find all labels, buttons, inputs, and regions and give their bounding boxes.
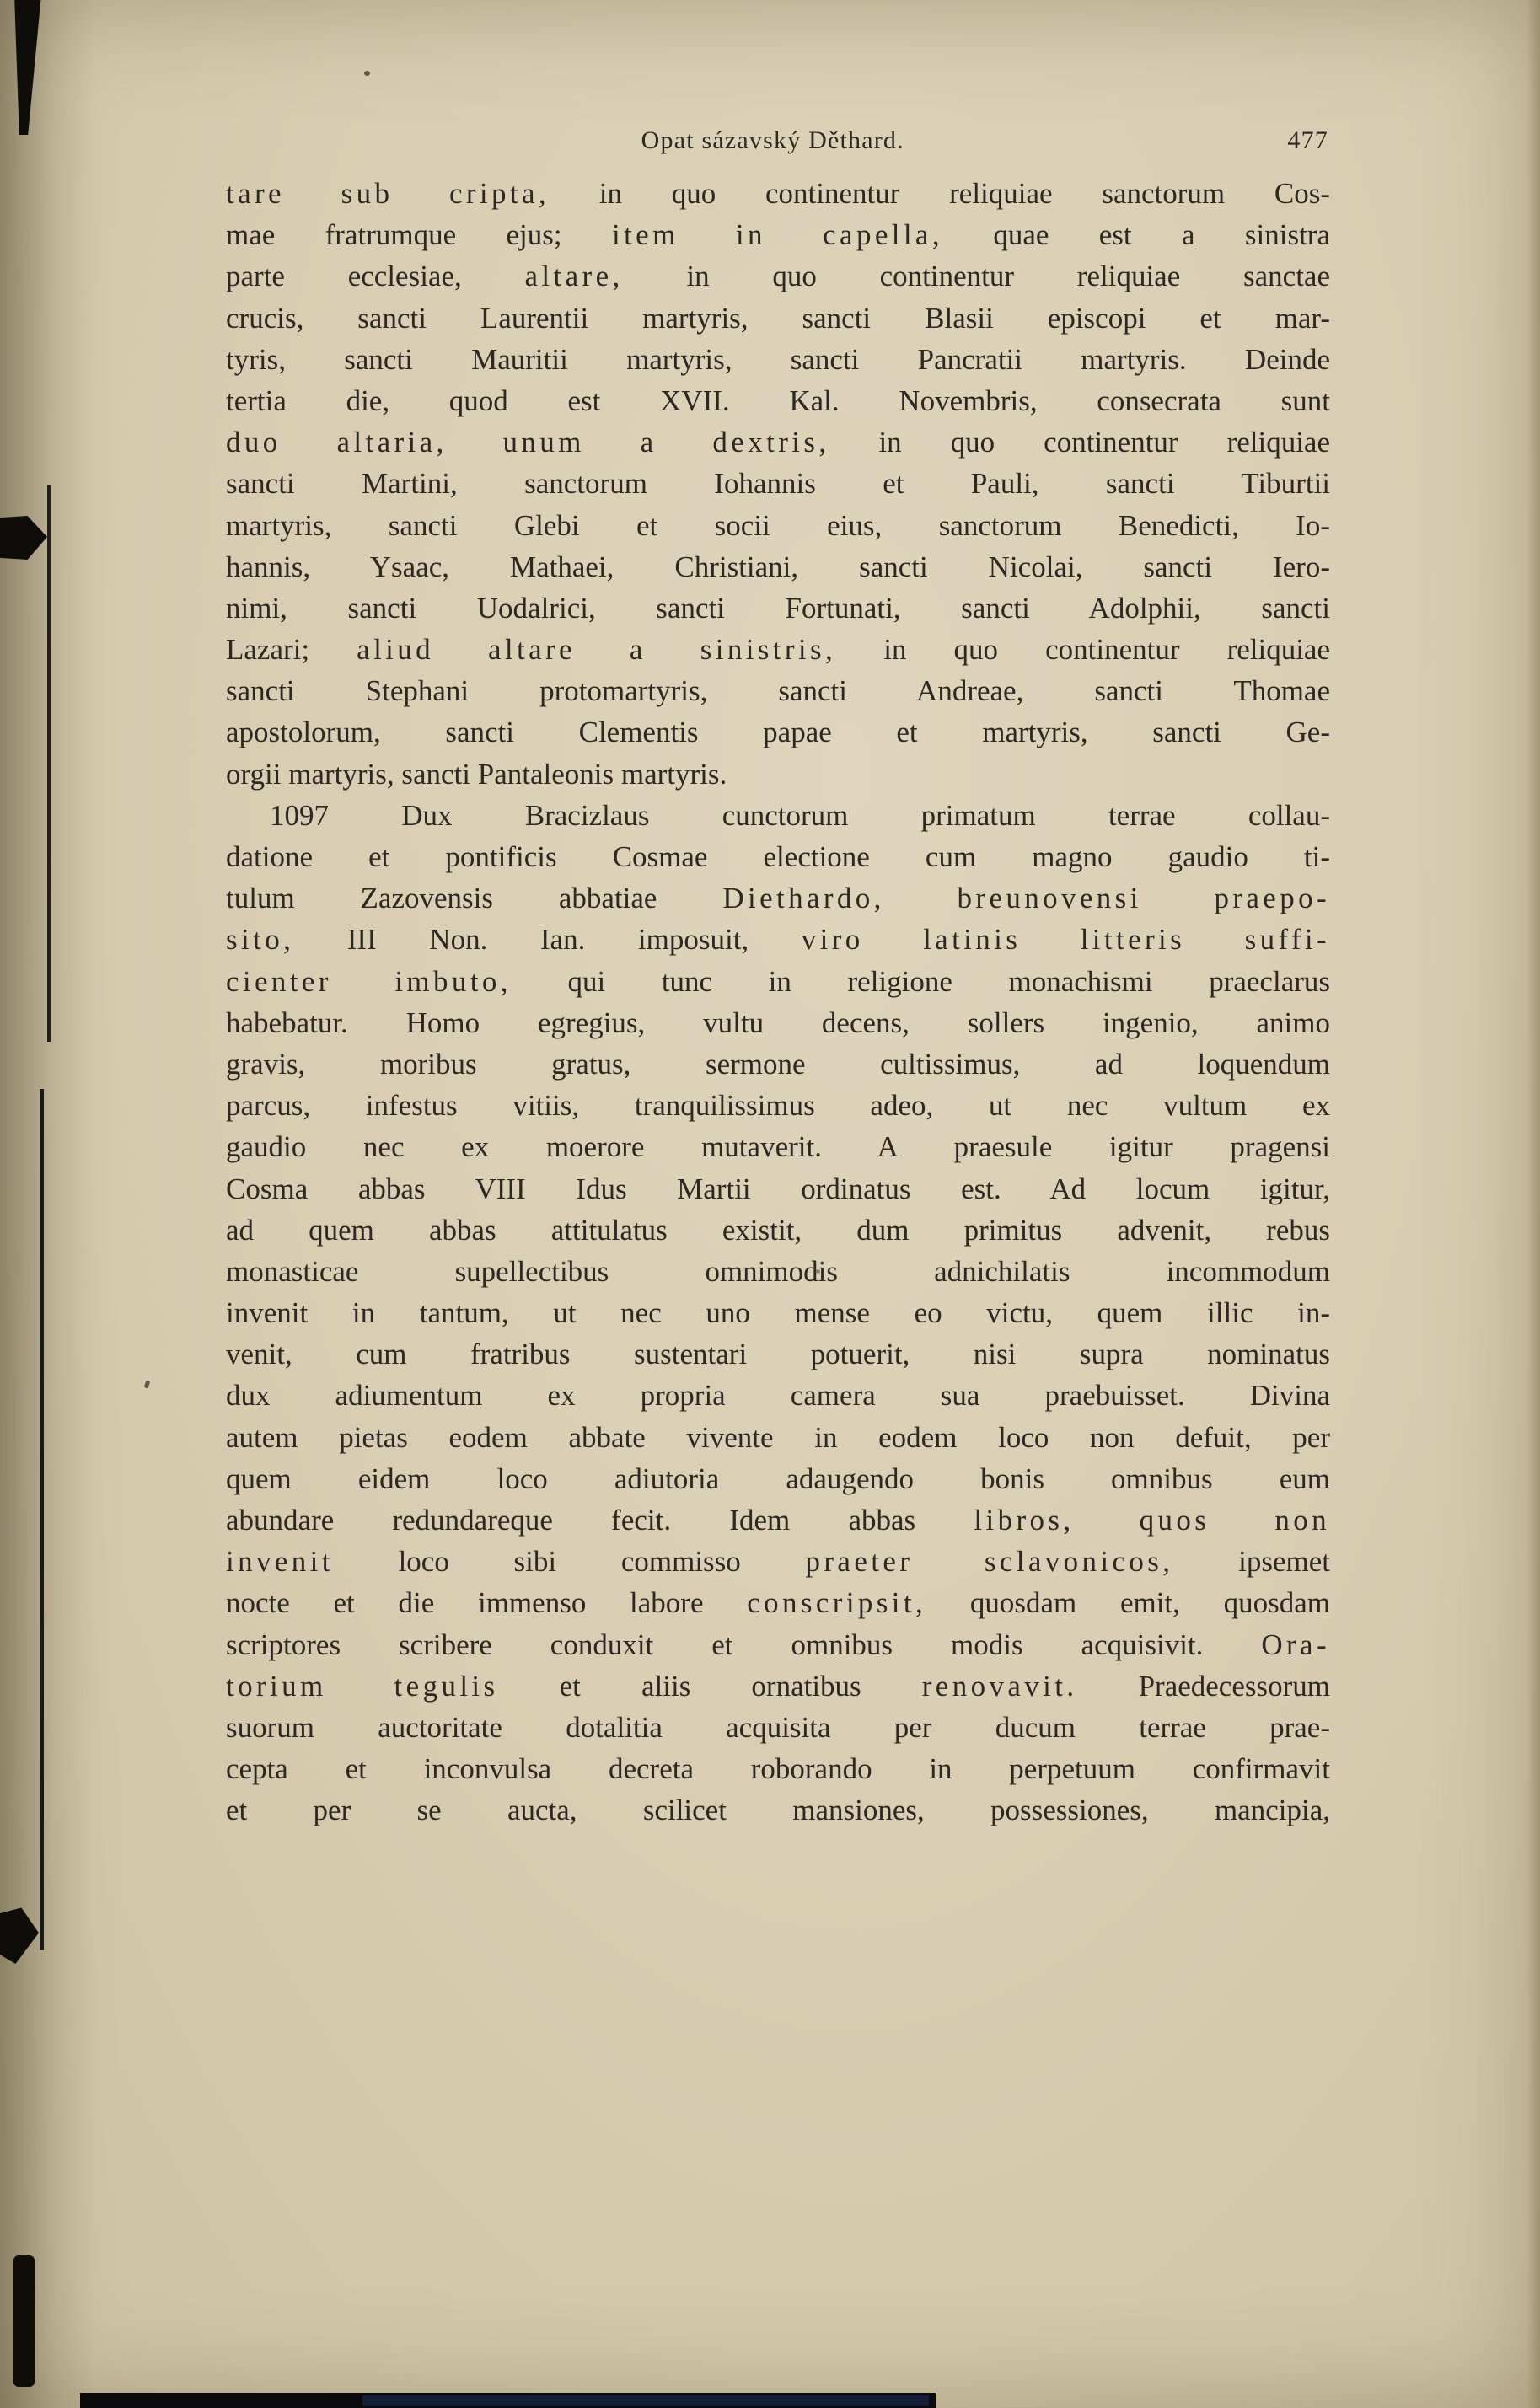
text-segment: crucis, sancti Laurentii martyris, sancti Blasii episcopi et mar- — [226, 301, 1330, 335]
letterspaced-text: invenit — [226, 1545, 334, 1579]
text-line — [226, 629, 1330, 670]
binding-mark-arrow-lower — [0, 1907, 39, 1964]
text-segment: gravis, moribus gratus, sermone cultissimus, ad loquendum — [226, 1047, 1330, 1081]
running-header — [226, 126, 1330, 173]
text-line — [226, 505, 1330, 546]
text-segment: invenit in tantum, ut nec uno mense eo victu, quem illic in- — [226, 1296, 1330, 1330]
letterspaced-text: libros, quos non — [974, 1504, 1330, 1537]
paper-speck — [144, 1380, 151, 1388]
text-line — [226, 1085, 1330, 1126]
text-segment: apostolorum, sancti Clementis papae et martyris, sancti Ge- — [226, 716, 1330, 749]
text-segment: tyris, sancti Mauritii martyris, sancti Pancratii martyris. Deinde — [226, 342, 1330, 376]
text-line — [226, 1499, 1330, 1541]
text-segment: et per se aucta, scilicet mansiones, possessiones, mancipia, — [226, 1794, 1330, 1827]
text-block — [226, 126, 1330, 1831]
letterspaced-text: viro latinis litteris suffi- — [801, 923, 1330, 957]
text-segment: quem eidem loco adiutoria adaugendo bonis omnibus eum — [226, 1461, 1330, 1495]
page-number: 477 — [1287, 126, 1328, 154]
text-segment: sancti Stephani protomartyris, sancti Andreae, sancti Thomae — [226, 674, 1330, 708]
text-line — [226, 1002, 1330, 1043]
running-header-title: Opat sázavský Děthard. — [641, 126, 904, 154]
text-line — [226, 1458, 1330, 1499]
letterspaced-text: aliud altare a sinistris, — [357, 633, 837, 667]
text-line — [226, 173, 1330, 214]
text-line — [226, 670, 1330, 711]
text-segment: in quo continentur reliquiae sanctae — [623, 260, 1330, 293]
text-segment: III Non. Ian. imposuit, — [294, 923, 802, 957]
letterspaced-text: item in capella, — [611, 218, 943, 252]
text-line — [226, 1748, 1330, 1789]
letterspaced-text: Ora- — [1261, 1628, 1330, 1661]
text-segment: Praedecessorum — [1077, 1669, 1330, 1703]
text-segment: abundare redundareque fecit. Idem abbas — [226, 1504, 974, 1537]
letterspaced-text: cienter imbuto, — [226, 964, 512, 998]
text-segment: qui tunc in religione monachismi praeclarus — [511, 964, 1330, 998]
text-segment: tertia die, quod est XVII. Kal. Novembris, consecrata sunt — [226, 383, 1330, 417]
text-segment: monasticae supellectibus omnimodis adnichilatis incommodum — [226, 1254, 1330, 1288]
binding-mark-arrow-upper — [0, 516, 47, 560]
letterspaced-text: duo altaria, unum a dextris, — [226, 426, 830, 459]
text-segment: in quo continentur reliquiae — [829, 426, 1330, 459]
gutter-shadow — [0, 0, 97, 2408]
paper-speck — [364, 71, 370, 76]
text-line — [226, 1789, 1330, 1831]
text-segment: ad quem abbas attitulatus existit, dum primitus advenit, rebus — [226, 1213, 1330, 1247]
text-segment: mae fratrumque ejus; — [226, 218, 612, 252]
text-segment: nimi, sancti Uodalrici, sancti Fortunati, sancti Adolphii, sancti — [226, 591, 1330, 625]
binding-crease-line-lower — [40, 1089, 44, 1950]
text-line — [226, 1541, 1330, 1582]
text-segment: ipsemet — [1173, 1545, 1330, 1579]
page-body — [226, 173, 1330, 1831]
text-line — [226, 1582, 1330, 1623]
text-line — [226, 836, 1330, 877]
letterspaced-text: praeter sclavonicos, — [805, 1545, 1174, 1579]
text-segment: scriptores scribere conduxit et omnibus modis acquisivit. — [226, 1628, 1262, 1661]
text-line — [226, 380, 1330, 421]
text-segment: quosdam emit, quosdam — [926, 1586, 1330, 1620]
text-segment: nocte et die immenso labore — [226, 1586, 748, 1620]
text-segment: cepta et inconvulsa decreta roborando in perpetuum confirmavit — [226, 1752, 1330, 1786]
text-line — [226, 1417, 1330, 1458]
binding-crease-line-upper — [47, 485, 51, 1042]
text-segment: orgii martyris, sancti Pantaleonis martyris. — [226, 757, 727, 791]
text-segment: loco sibi commisso — [333, 1545, 806, 1579]
letterspaced-text: altare, — [524, 260, 624, 293]
text-segment: hannis, Ysaac, Mathaei, Christiani, sancti Nicolai, sancti Iero- — [226, 550, 1330, 583]
text-segment: martyris, sancti Glebi et socii eius, sanctorum Benedicti, Io- — [226, 508, 1330, 542]
text-segment: datione et pontificis Cosmae electione cum magno gaudio ti- — [226, 840, 1330, 873]
text-segment: quae est a sinistra — [942, 218, 1330, 252]
text-segment: gaudio nec ex moerore mutaverit. A praesule igitur pragensi — [226, 1130, 1330, 1164]
letterspaced-text: torium tegulis — [226, 1669, 499, 1703]
text-line — [226, 214, 1330, 255]
text-line — [226, 919, 1330, 960]
text-segment: habebatur. Homo egregius, vultu decens, sollers ingenio, animo — [226, 1006, 1330, 1039]
text-line — [226, 1168, 1330, 1209]
text-segment: 1097 Dux Bracizlaus cunctorum primatum terrae collau- — [270, 798, 1330, 832]
letterspaced-text: tare sub cripta, — [226, 177, 550, 210]
text-line — [226, 754, 1330, 795]
text-line — [226, 339, 1330, 380]
letterspaced-text: renovavit. — [921, 1669, 1078, 1703]
text-segment: tulum Zazovensis abbatiae — [226, 882, 723, 915]
letterspaced-text: sito, — [226, 923, 295, 957]
text-line — [226, 1292, 1330, 1333]
text-segment: in quo continentur reliquiae sanctorum Cos- — [550, 177, 1330, 210]
text-line — [226, 546, 1330, 587]
text-line — [226, 463, 1330, 504]
text-segment: Cosma abbas VIII Idus Martii ordinatus est. Ad locum igitur, — [226, 1172, 1330, 1205]
text-line — [226, 1665, 1330, 1707]
text-line — [226, 587, 1330, 629]
text-segment: dux adiumentum ex propria camera sua praebuisset. Divina — [226, 1379, 1330, 1413]
text-line — [226, 298, 1330, 339]
text-segment: Lazari; — [226, 633, 357, 667]
page-edge-shadow-right — [1527, 0, 1540, 2408]
text-line — [226, 1624, 1330, 1665]
text-line — [226, 877, 1330, 919]
text-line — [226, 961, 1330, 1002]
text-segment: sancti Martini, sanctorum Iohannis et Pauli, sancti Tiburtii — [226, 467, 1330, 501]
text-line — [226, 421, 1330, 463]
letterspaced-text: Diethardo, breunovensi praepo- — [722, 882, 1330, 915]
text-line — [226, 1375, 1330, 1416]
text-segment: parcus, infestus vitiis, tranquilissimus adeo, ut nec vultum ex — [226, 1089, 1330, 1123]
text-segment: in quo continentur reliquiae — [836, 633, 1330, 667]
text-line — [226, 1043, 1330, 1085]
text-segment: parte ecclesiae, — [226, 260, 525, 293]
binding-mark-bottom-left — [13, 2255, 35, 2387]
text-line — [226, 711, 1330, 753]
text-line — [226, 1707, 1330, 1748]
text-line — [226, 1209, 1330, 1251]
text-segment: venit, cum fratribus sustentari potuerit, nisi supra nominatus — [226, 1338, 1330, 1371]
text-segment: suorum auctoritate dotalitia acquisita per ducum terrae prae- — [226, 1710, 1330, 1744]
binding-mark-top-left — [8, 0, 42, 135]
text-line — [226, 1126, 1330, 1167]
page-edge-strip-blue — [362, 2395, 929, 2406]
text-line — [226, 1333, 1330, 1375]
letterspaced-text: conscripsit, — [747, 1586, 927, 1620]
text-line — [226, 255, 1330, 297]
text-line — [226, 795, 1330, 836]
text-segment: et aliis ornatibus — [498, 1669, 922, 1703]
text-line — [226, 1251, 1330, 1292]
text-segment: autem pietas eodem abbate vivente in eodem loco non defuit, per — [226, 1420, 1330, 1454]
